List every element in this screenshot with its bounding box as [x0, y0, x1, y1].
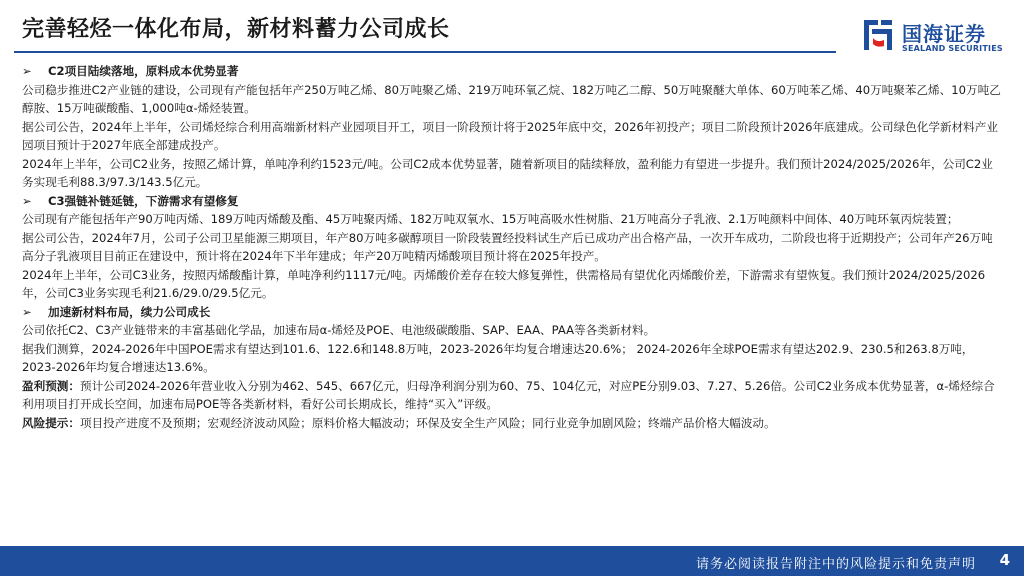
paragraph: 据我们测算，2024-2026年中国POE需求有望达到101.6、122.6和148.8万吨，2023-2026年均复合增速达20.6%； 2024-2026年全球POE需求有望达202.9、230.5和263.8万吨，2023-2026年均复合增速达13.6%。: [22, 341, 974, 374]
section-heading-text: C2项目陆续落地，原料成本优势显著: [48, 64, 239, 78]
paragraph: 据公司公告，2024年上半年，公司烯烃综合利用高端新材料产业园项目开工，项目一阶段预计将于2025年底中交，2026年初投产；项目二阶段预计2026年底建成。公司绿色化学新材料产业园项目预计于2027年底全部建成投产。: [22, 119, 998, 152]
section-heading: [22, 192, 1002, 211]
logo-name-cn: 国海证券: [902, 22, 986, 46]
forecast-label: 盈利预测：: [22, 378, 80, 393]
company-logo: [860, 16, 1010, 60]
forecast-text: 预计公司2024-2026年营业收入分别为462、545、667亿元，归母净利润分别为60、75、104亿元，对应PE分别9.03、7.27、5.26倍。公司C2业务成本优势显著，α-烯烃综合利用项目打开成长空间，加速布局POE等各类新材料，看好公司长期成长，维持“买入”评级。: [22, 378, 995, 411]
section-heading: [22, 62, 1002, 81]
page-number: 4: [999, 551, 1010, 569]
paragraph: 2024年上半年，公司C3业务，按照丙烯酸酯计算，单吨净利约1117元/吨。丙烯酸价差存在较大修复弹性，供需格局有望优化丙烯酸价差，下游需求有望恢复。我们预计2024/2025/2026年，公司C3业务实现毛利21.6/29.0/29.5亿元。: [22, 267, 986, 300]
slide-title: 完善轻烃一体化布局，新材料蓄力公司成长: [22, 17, 450, 42]
section-heading-text: C3强链补链延链，下游需求有望修复: [48, 193, 239, 208]
paragraph: 公司现有产能包括年产90万吨丙烯、189万吨丙烯酸及酯、45万吨聚丙烯、182万吨双氧水、15万吨高吸水性树脂、21万吨高分子乳液、2.1万吨颜料中间体、40万吨环氧丙烷装置；: [22, 212, 959, 226]
paragraph: 公司稳步推进C2产业链的建设，公司现有产能包括年产250万吨乙烯、80万吨聚乙烯、219万吨环氧乙烷、182万吨乙二醇、50万吨聚醚大单体、60万吨苯乙烯、40万吨聚苯乙烯、10万吨乙醇胺、15万吨碳酸酯、1,000吨α-烯烃装置。: [22, 82, 1001, 115]
footer-disclaimer: 请务必阅读报告附注中的风险提示和免责声明: [695, 557, 976, 572]
arrow-bullet-icon: ➢: [22, 304, 32, 319]
paragraph: 公司依托C2、C3产业链带来的丰富基础化学品，加速布局α-烯烃及POE、电池级碳酸脂、SAP、EAA、PAA等各类新材料。: [22, 323, 656, 337]
paragraph: 2024年上半年，公司C2业务，按照乙烯计算，单吨净利约1523元/吨。公司C2成本优势显著，随着新项目的陆续释放，盈利能力有望进一步提升。我们预计2024/2025/2026年，公司C2业务实现毛利88.3/97.3/143.5亿元。: [22, 156, 993, 189]
section-heading-text: 加速新材料布局，续力公司成长: [48, 304, 211, 319]
footer-bar: [0, 546, 1024, 576]
risk-text: 项目投产进度不及预期；宏观经济波动风险；原料价格大幅波动；环保及安全生产风险；同行业竞争加剧风险；终端产品价格大幅波动。: [79, 415, 776, 430]
title-divider: [14, 51, 836, 53]
arrow-bullet-icon: ➢: [22, 64, 32, 78]
paragraph: 据公司公告，2024年7月，公司子公司卫星能源三期项目，年产80万吨多碳醇项目一阶段装置经投料试生产后已成功产出合格产品，一次开车成功，二阶段也将于近期投产；公司年产26万吨高分子乳液项目目前正在建设中，预计将在2024年下半年建成；年产20万吨精丙烯酸项目预计将在2025年投产。: [22, 230, 993, 263]
report-body: [22, 62, 1002, 432]
forecast-paragraph: [22, 377, 1002, 414]
risk-label: 风险提示：: [22, 415, 80, 430]
risk-paragraph: [22, 414, 1002, 433]
logo-name-en: SEALAND SECURITIES: [902, 44, 1003, 53]
arrow-bullet-icon: ➢: [22, 193, 32, 208]
sealand-logo-icon: [860, 16, 896, 54]
section-heading: [22, 303, 1002, 322]
